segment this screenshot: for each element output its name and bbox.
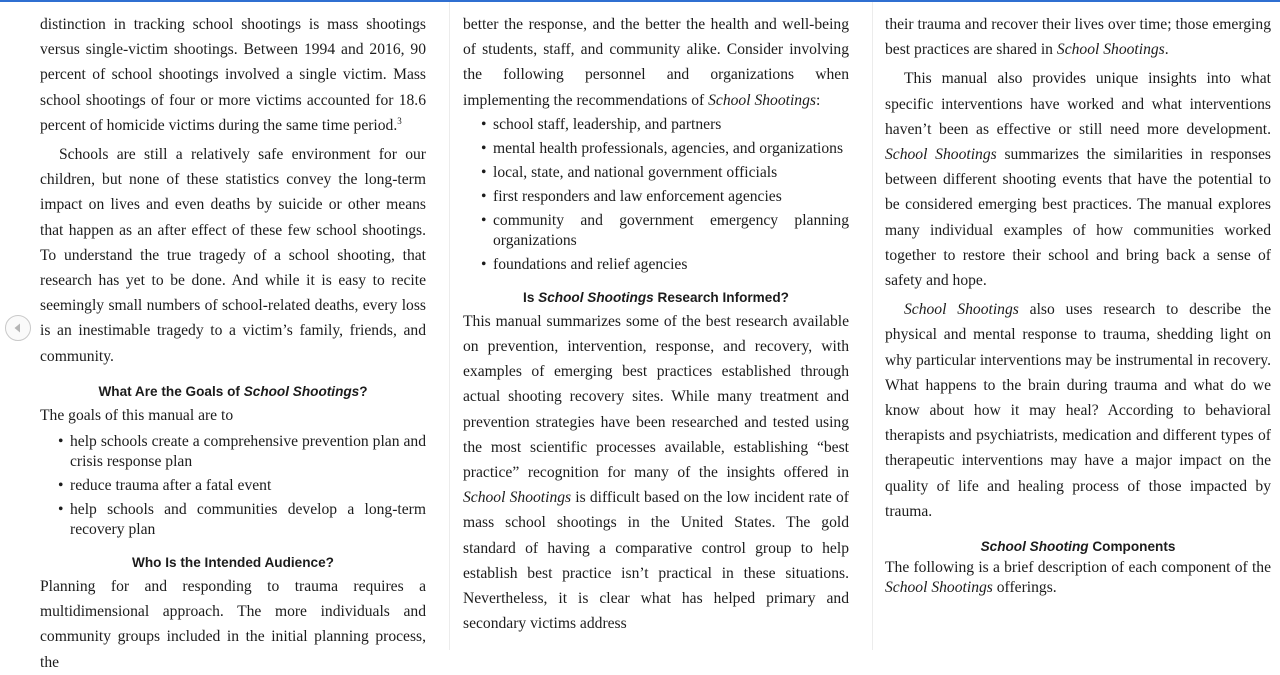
- column-divider: [872, 2, 873, 650]
- list-item: • school staff, leadership, and partners: [481, 115, 849, 135]
- audience-list: [463, 115, 849, 275]
- list-item: • local, state, and national government officials: [481, 163, 849, 183]
- list-item: • mental health professionals, agencies, and organizations: [481, 139, 849, 159]
- paragraph: better the response, and the better the health and well-being of students, staff, and community alike. Consider involving the following personnel and organizations when implementing the recommendations of School Shootings:: [463, 16, 849, 109]
- text-column-2: [463, 12, 849, 636]
- paragraph: their trauma and recover their lives over time; those emerging best practices are shared in School Shootings.: [885, 16, 1271, 59]
- list-item: • help schools and communities develop a long-term recovery plan: [58, 500, 426, 540]
- section-heading-goals: What Are the Goals of School Shootings?: [98, 383, 368, 399]
- section-heading-audience: Who Is the Intended Audience?: [132, 555, 334, 571]
- paragraph: School Shootings also uses research to describe the physical and mental response to trauma, shedding light on why particular interventions may be instrumental in recovery. What happens to the brain during trauma and what do we know about how it may heal? According to behavioral therapists and psychiatrists, medication and different types of therapeutic interventions may have a major impact on the quality of life and healing process of those impacted by trauma.: [885, 301, 1271, 520]
- section-heading-research: Is School Shootings Research Informed?: [523, 289, 789, 305]
- paragraph: distinction in tracking school shootings is mass shootings versus single-victim shootings. Between 1994 and 2016, 90 percent of school shootings involved a single victim. Mass school shootings of four or more victims accounted for 18.6 percent of homicide victims during the same time period.$^3$: [40, 16, 426, 134]
- list-item: • help schools create a comprehensive prevention plan and crisis response plan: [58, 432, 426, 472]
- chevron-left-icon: [12, 322, 24, 334]
- text-column-1: [40, 12, 426, 675]
- goals-list: [40, 432, 426, 540]
- list-item: • first responders and law enforcement agencies: [481, 187, 849, 207]
- paragraph: This manual summarizes some of the best research available on prevention, intervention, response, and recovery, with examples of emerging best practices established through actual shooting recovery sites. While many treatment and prevention strategies have been researched and tested using the most scientific processes available, establishing “best practice” recognition for many of the insights offered in School Shootings is difficult based on the low incident rate of mass school shootings in the United States. The gold standard of having a comparative control group to help establish best practice isn’t practical in these situations. Nevertheless, it is clear what has helped primary and secondary victims address: [463, 312, 849, 633]
- section-heading-components: School Shooting Components: [980, 539, 1176, 555]
- text-column-3: [885, 12, 1271, 598]
- paragraph: The goals of this manual are to: [40, 406, 234, 424]
- paragraph: The following is a brief description of each component of the School Shootings offerings.: [885, 559, 1271, 597]
- paragraph: This manual also provides unique insights into what specific interventions have worked and what interventions haven’t been as effective or still need more development. School Shootings summarizes the similarities in responses between different shooting events that have the potential to be considered emerging best practices. The manual explores many individual examples of how communities worked together to restore their school and bring back a sense of safety and hope.: [885, 70, 1271, 290]
- top-accent-line: [0, 0, 1280, 2]
- previous-page-button[interactable]: [5, 315, 31, 341]
- paragraph: Schools are still a relatively safe environment for our children, but none of these statistics convey the long-term impact on lives and even deaths by suicide or other means that happen as an after effect of these few school shootings. To understand the true tragedy of a school shooting, that research has yet to be done. And while it is easy to recite seemingly small numbers of school-related deaths, every loss is an inestimable tragedy to a victim’s family, friends, and community.: [40, 146, 426, 365]
- footnote-ref[interactable]: 3: [397, 115, 402, 126]
- paragraph: Planning for and responding to trauma requires a multidimensional approach. The more individuals and community groups included in the initial planning process, the: [40, 578, 426, 671]
- list-item: • foundations and relief agencies: [481, 255, 849, 275]
- column-divider: [449, 2, 450, 650]
- list-item: • community and government emergency planning organizations: [481, 211, 849, 251]
- list-item: • reduce trauma after a fatal event: [58, 476, 426, 496]
